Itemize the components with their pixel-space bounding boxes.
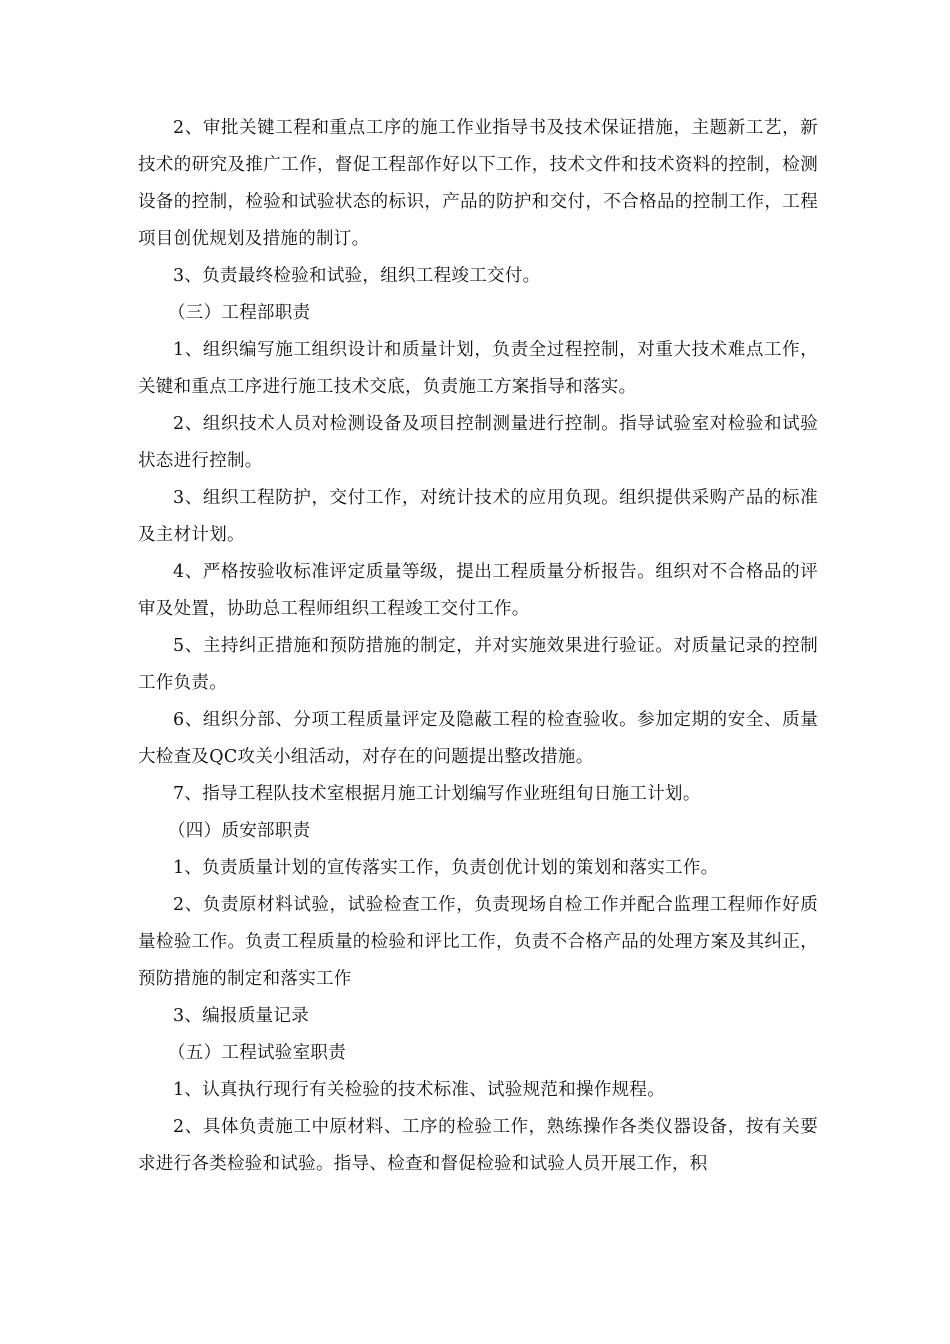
paragraph-14: 3、编报质量记录 (173, 1006, 310, 1026)
paragraph-2: 3、负责最终检验和试验，组织工程竣工交付。 (173, 266, 541, 286)
paragraph-9: 6、组织分部、分项工程质量评定及隐蔽工程的检查验收。参加定期的安全、质量大检查及QC攻关小组活动，对存在的问题提出整改措施。 (138, 710, 818, 767)
paragraph-10: 7、指导工程队技术室根据月施工计划编写作业班组旬日施工计划。 (173, 784, 701, 804)
paragraph-16: 1、认真执行现行有关检验的技术标准、试验规范和操作规程。 (173, 1080, 666, 1100)
paragraph-1: 2、审批关键工程和重点工序的施工作业指导书及技术保证措施，主题新工艺，新技术的研究及推广工作，督促工程部作好以下工作，技术文件和技术资料的控制，检测设备的控制，检验和试验状态的标识，产品的防护和交付，不合格品的控制工作，工程项目创优规划及措施的制订。 (138, 118, 818, 249)
paragraph-7: 4、严格按验收标准评定质量等级，提出工程质量分析报告。组织对不合格品的评审及处置，协助总工程师组织工程竣工交付工作。 (138, 562, 818, 619)
section-heading-4: （四）质安部职责 (168, 821, 311, 841)
paragraph-17: 2、具体负责施工中原材料、工序的检验工作，熟练操作各类仪器设备，按有关要求进行各类检验和试验。指导、检查和督促检验和试验人员开展工作，积 (138, 1117, 818, 1174)
paragraph-8: 5、主持纠正措施和预防措施的制定，并对实施效果进行验证。对质量记录的控制工作负责。 (138, 636, 818, 693)
document-body (138, 110, 818, 1183)
section-heading-5: （五）工程试验室职责 (168, 1043, 346, 1063)
section-heading-3: （三）工程部职责 (168, 303, 311, 323)
paragraph-13: 2、负责原材料试验，试验检查工作，负责现场自检工作并配合监理工程师作好质量检验工作。负责工程质量的检验和评比工作，负责不合格产品的处理方案及其纠正，预防措施的制定和落实工作 (138, 895, 818, 989)
paragraph-12: 1、负责质量计划的宣传落实工作，负责创优计划的策划和落实工作。 (173, 858, 719, 878)
paragraph-6: 3、组织工程防护，交付工作，对统计技术的应用负现。组织提供采购产品的标准及主材计划。 (138, 488, 818, 545)
paragraph-5: 2、组织技术人员对检测设备及项目控制测量进行控制。指导试验室对检验和试验状态进行控制。 (138, 414, 818, 471)
paragraph-4: 1、组织编写施工组织设计和质量计划，负责全过程控制，对重大技术难点工作，关键和重点工序进行施工技术交底，负责施工方案指导和落实。 (138, 340, 818, 397)
